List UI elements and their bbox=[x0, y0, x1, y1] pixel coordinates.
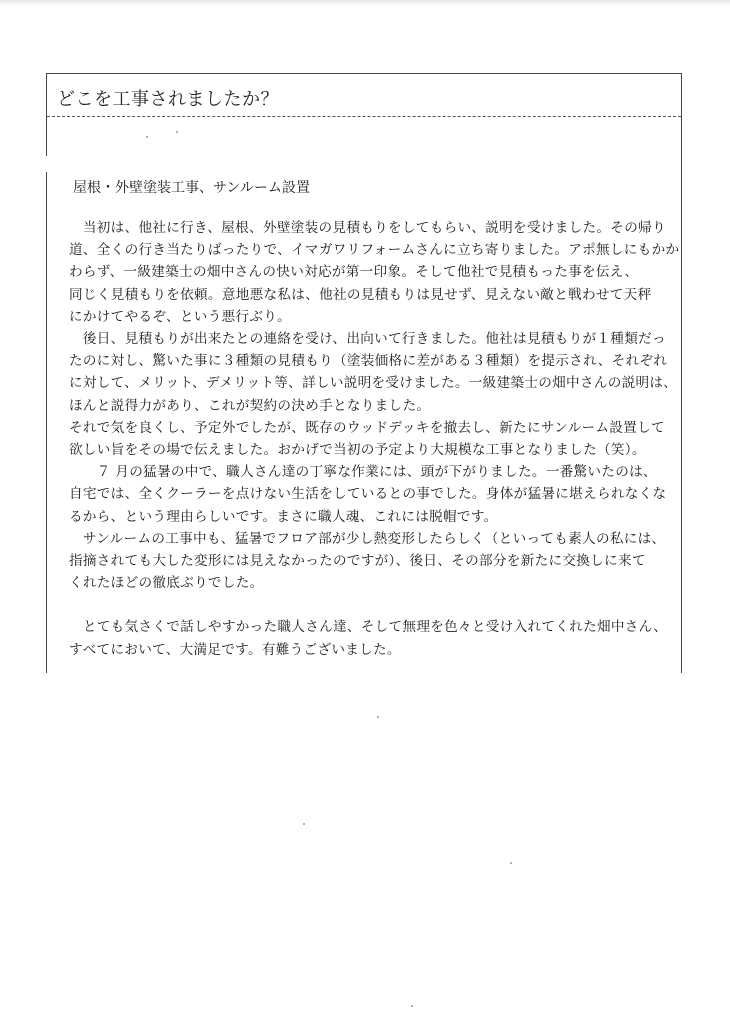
question-heading: どこを工事されましたか？ bbox=[57, 89, 279, 110]
scan-top-edge bbox=[0, 0, 730, 6]
answer-line: 自宅では、全くクーラーを点けない生活をしているとの事でした。身体が猛暑に堪えられなくな bbox=[69, 486, 667, 503]
answer-line: 欲しい旨をその場で伝えました。おかげで当初の予定より大規模な工事となりました（笑）。 bbox=[69, 442, 646, 459]
answer-line: サンルームの工事中も、猛暑でフロア部が少し熱変形したらしく（といっても素人の私には、 bbox=[69, 530, 666, 547]
answer-line: 当初は、他社に行き、屋根、外壁塗装の見積もりをしてもらい、説明を受けました。その帰り bbox=[69, 220, 666, 236]
answer-line: それで気を良くし、予定外でしたが、既存のウッドデッキを撤去し、新たにサンルーム設置して bbox=[69, 419, 665, 436]
scan-speck bbox=[510, 862, 512, 864]
answer-line: ほんと説得力があり、これが契約の決め手となりました。 bbox=[69, 397, 431, 414]
scan-speck bbox=[411, 1005, 413, 1007]
answer-line: 同じく見積もりを依頼。意地悪な私は、他社の見積もりは見せず、見えない敵と戦わせて天秤 bbox=[69, 286, 652, 303]
answer-line: 後日、見積もりが出来たとの連絡を受け、出向いて行きました。他社は見積もりが１種類だっ bbox=[69, 331, 666, 348]
answer-area bbox=[69, 177, 680, 661]
scan-speck bbox=[303, 823, 305, 825]
work-subject: 屋根・外壁塗装工事、サンルーム設置 bbox=[73, 180, 310, 196]
answer-line: に対して、メリット、デメリット等、詳しい説明を受けました。一級建築士の畑中さんの説明は、 bbox=[69, 375, 678, 392]
answer-line: るから、という理由らしいです。まさに職人魂、これには脱帽です。 bbox=[69, 508, 498, 525]
scan-speck bbox=[176, 131, 178, 133]
answer-line: ７ 月の猛暑の中で、職人さん達の丁寧な作業には、頭が下がりました。一番驚いたのは、 bbox=[69, 464, 657, 481]
answer-line: にかけてやるぞ、という悪行ぶり。 bbox=[69, 308, 292, 325]
answer-line: 指摘されても大した変形には見えなかったのですが）、後日、その部分を新たに交換しに来て bbox=[69, 553, 646, 570]
scan-speck bbox=[146, 136, 148, 138]
answer-line: たのに対し、驚いた事に３種類の見積もり（塗装価格に差がある３種類）を提示され、それぞれ bbox=[69, 353, 668, 370]
answer-line: わらず、一級建築士の畑中さんの快い対応が第一印象。そして他社で見積もった事を伝え、 bbox=[69, 264, 639, 281]
answer-line: くれたほどの徹底ぶりでした。 bbox=[69, 575, 264, 592]
answer-line: とても気さくで話しやすかった職人さん達、そして無理を色々と受け入れてくれた畑中さん、 bbox=[69, 619, 668, 636]
answer-line: 道、全くの行き当たりばったりで、イマガワリフォームさんに立ち寄りました。アポ無しにもかか bbox=[69, 242, 680, 259]
dashed-separator bbox=[47, 116, 681, 117]
scan-speck bbox=[377, 716, 379, 718]
questionnaire-box bbox=[46, 73, 682, 673]
answer-line: すべてにおいて、大満足です。有難うございました。 bbox=[69, 641, 401, 658]
blank-line bbox=[69, 594, 669, 616]
